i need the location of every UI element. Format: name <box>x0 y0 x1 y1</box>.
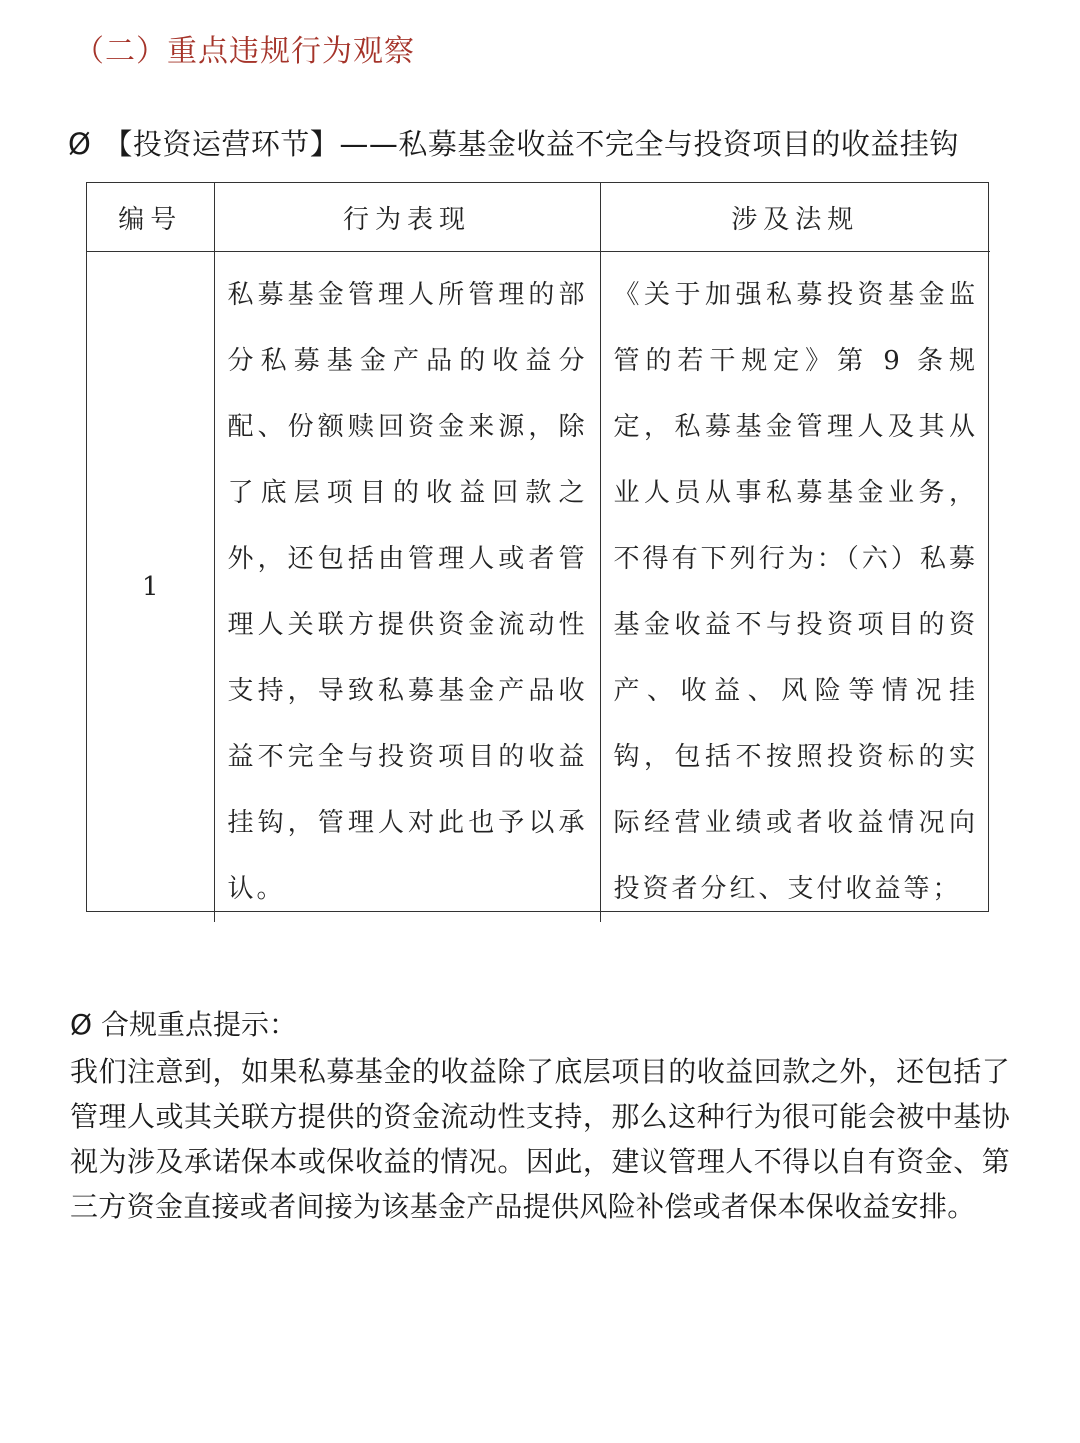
table-row <box>87 252 990 923</box>
regulation-table-grid <box>87 183 990 922</box>
topic-line <box>68 122 959 166</box>
table-header-row <box>87 183 990 252</box>
tips-title: Ø 合规重点提示： <box>70 1008 297 1041</box>
header-number: 编号 <box>87 183 214 252</box>
tips-body: 我们注意到，如果私募基金的收益除了底层项目的收益回款之外，还包括了管理人或其关联方提供的资金流动性支持，那么这种行为很可能会被中基协视为涉及承诺保本或保收益的情况。因此，建议管理人不得以自有资金、第三方资金直接或者间接为该基金产品提供风险补偿或者保本保收益安排。 <box>70 1055 1010 1223</box>
header-behavior: 行为表现 <box>214 183 600 252</box>
header-regulation: 涉及法规 <box>600 183 990 252</box>
section-heading: （二）重点违规行为观察 <box>74 34 415 69</box>
regulation-table <box>86 182 989 912</box>
topic-title: 【投资运营环节】——私募基金收益不完全与投资项目的收益挂钩 <box>103 127 959 161</box>
bullet-glyph: Ø <box>68 127 92 161</box>
row-behavior: 私募基金管理人所管理的部分私募基金产品的收益分配、份额赎回资金来源，除了底层项目的收益回款之外，还包括由管理人或者管理人关联方提供资金流动性支持，导致私募基金产品收益不完全与投资项目的收益挂钩，管理人对此也予以承认。 <box>214 252 600 923</box>
row-number: 1 <box>87 252 214 923</box>
row-regulation: 《关于加强私募投资基金监管的若干规定》第 9 条规定，私募基金管理人及其从业人员从事私募基金业务，不得有下列行为：（六）私募基金收益不与投资项目的资产、收益、风险等情况挂钩，包括不按照投资标的实际经营业绩或者收益情况向投资者分红、支付收益等； <box>600 252 990 923</box>
